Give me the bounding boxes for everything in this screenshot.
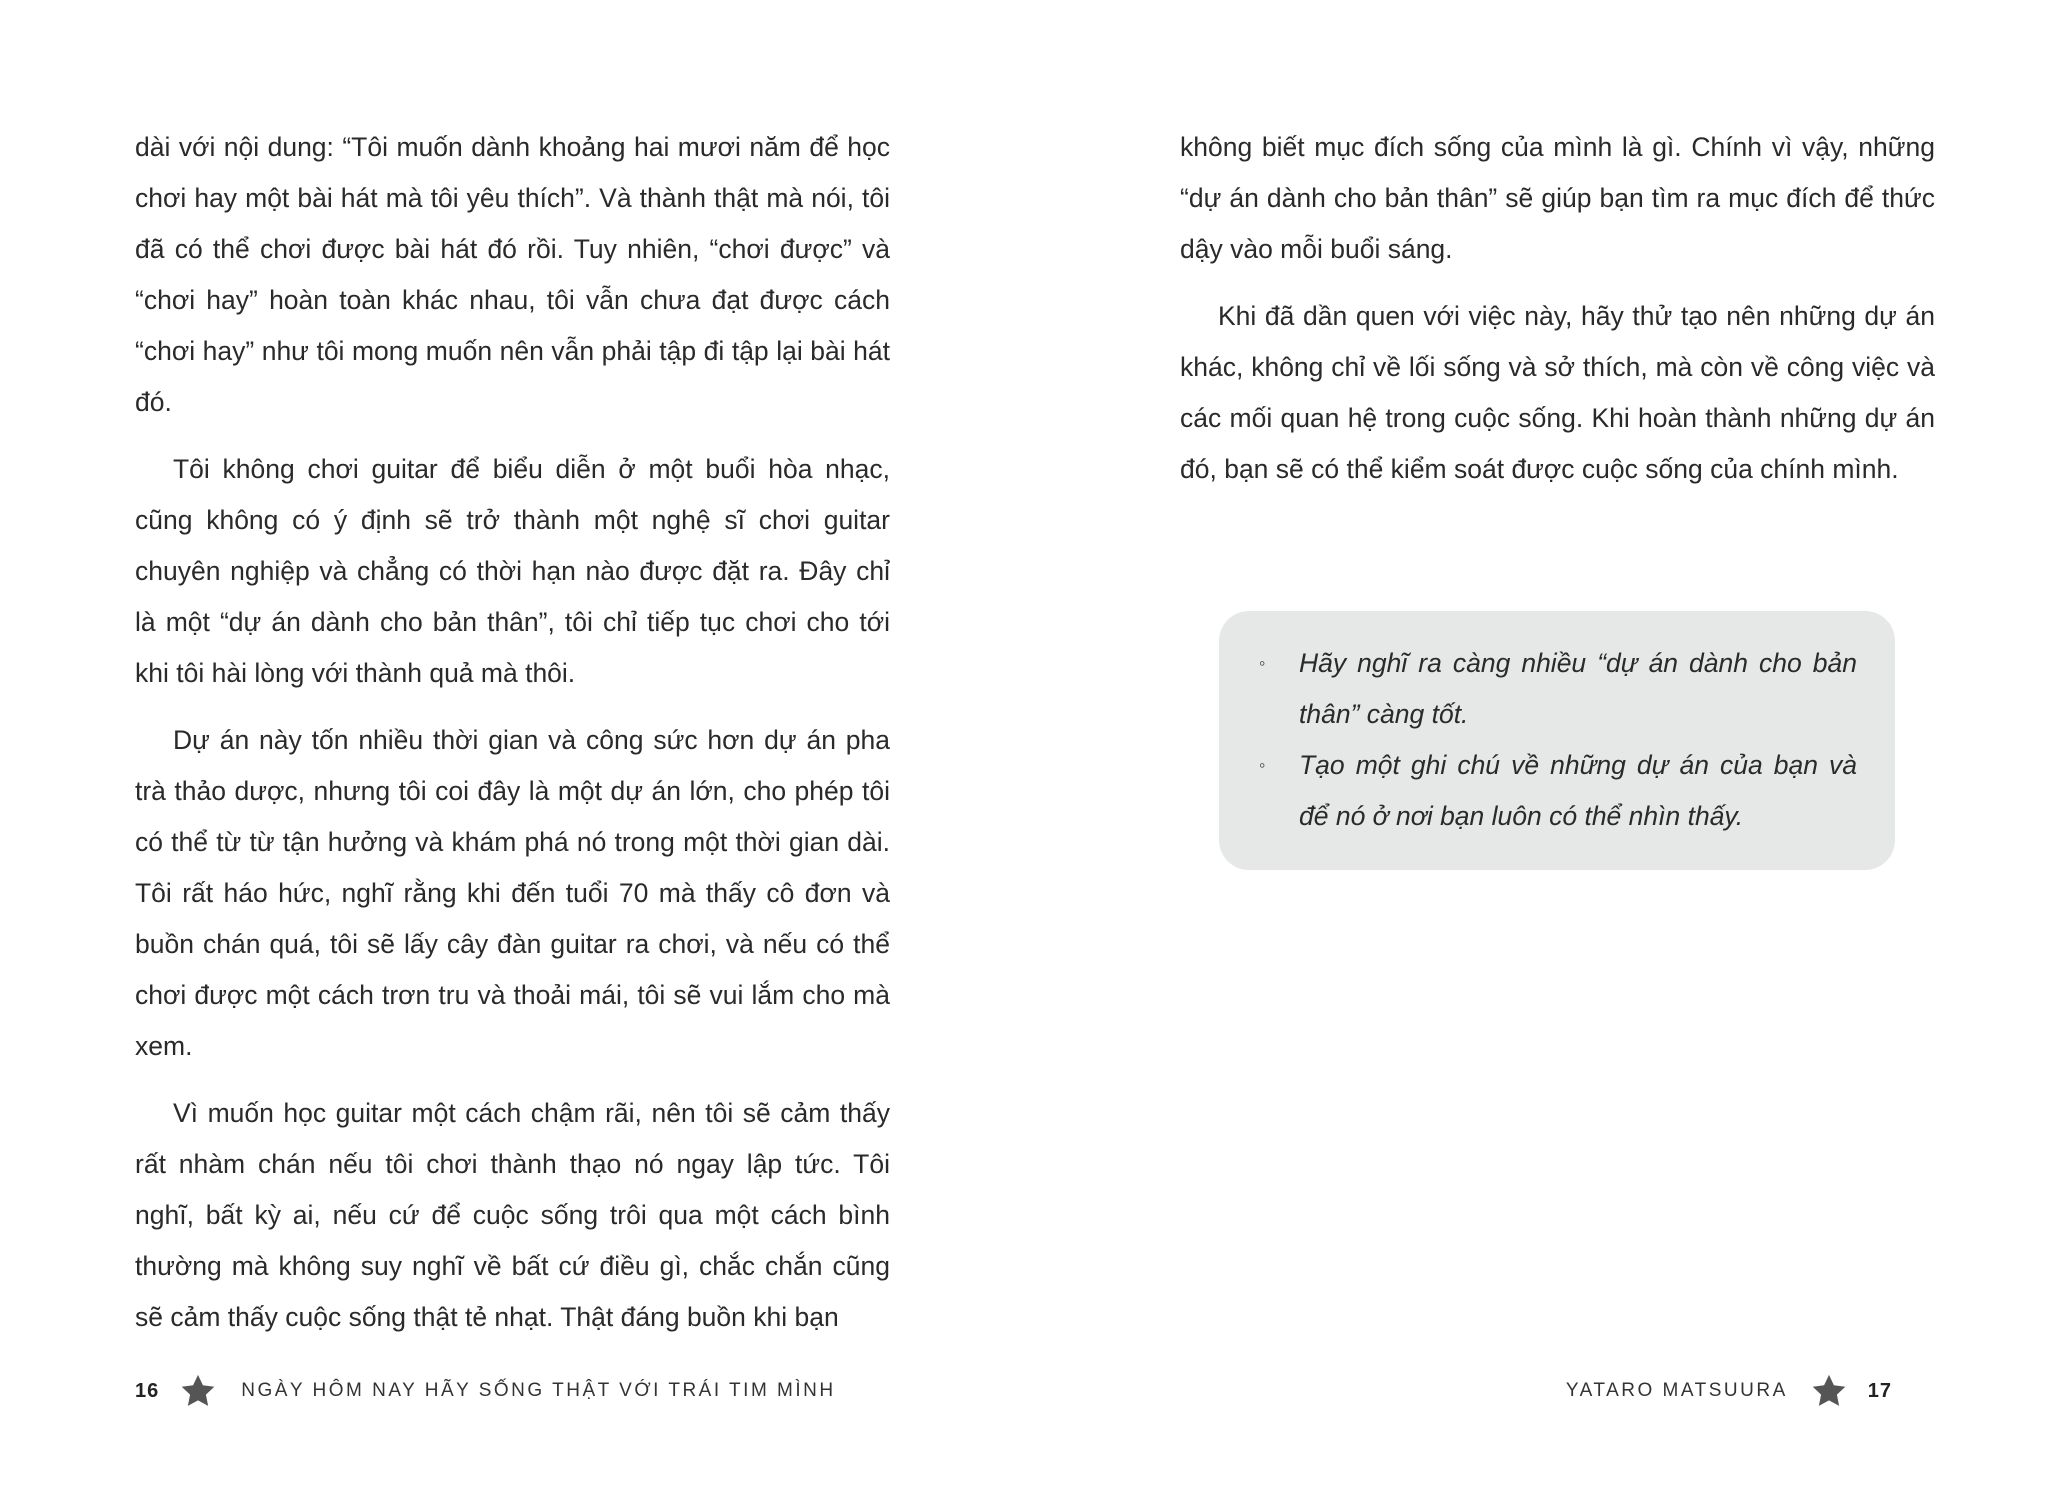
paragraph: Tôi không chơi guitar để biểu diễn ở một buổi hòa nhạc, cũng không có ý định sẽ trở thành một nghệ sĩ chơi guitar chuyên nghiệp và chẳng có thời hạn nào được đặt ra. Đây chỉ là một “dự án dành cho bản thân”, tôi chỉ tiếp tục chơi cho tới khi tôi hài lòng với thành quả mà thôi. — [135, 454, 890, 688]
bullet-icon: ◦ — [1259, 755, 1266, 775]
right-footer — [1566, 1371, 1892, 1411]
star-icon — [179, 1372, 217, 1410]
note-text: Hãy nghĩ ra càng nhiều “dự án dành cho bản thân” càng tốt. — [1299, 648, 1857, 729]
right-page — [1024, 0, 2048, 1497]
note-list — [1259, 638, 1857, 842]
paragraph: Dự án này tốn nhiều thời gian và công sức hơn dự án pha trà thảo dược, nhưng tôi coi đây là một dự án lớn, cho phép tôi có thể từ từ tận hưởng và khám phá nó trong một thời gian dài. Tôi rất háo hức, nghĩ rằng khi đến tuổi 70 mà thấy cô đơn và buồn chán quá, tôi sẽ lấy cây đàn guitar ra chơi, và nếu có thể chơi được một cách trơn tru và thoải mái, tôi sẽ vui lắm cho mà xem. — [135, 725, 890, 1061]
note-item — [1259, 740, 1857, 842]
left-page-body — [135, 122, 890, 1359]
page-number: 16 — [135, 1379, 160, 1402]
bullet-icon: ◦ — [1259, 653, 1266, 673]
page-number: 17 — [1867, 1379, 1892, 1402]
book-title: NGÀY HÔM NAY HÃY SỐNG THẬT VỚI TRÁI TIM MÌNH — [241, 1380, 836, 1401]
note-box — [1219, 611, 1895, 870]
note-item — [1259, 638, 1857, 740]
note-text: Tạo một ghi chú về những dự án của bạn và để nó ở nơi bạn luôn có thể nhìn thấy. — [1299, 750, 1857, 831]
paragraph: dài với nội dung: “Tôi muốn dành khoảng hai mươi năm để học chơi hay một bài hát mà tôi yêu thích”. Và thành thật mà nói, tôi đã có thể chơi được bài hát đó rồi. Tuy nhiên, “chơi được” và “chơi hay” hoàn toàn khác nhau, tôi vẫn chưa đạt được cách “chơi hay” như tôi mong muốn nên vẫn phải tập đi tập lại bài hát đó. — [135, 132, 890, 417]
paragraph: Vì muốn học guitar một cách chậm rãi, nên tôi sẽ cảm thấy rất nhàm chán nếu tôi chơi thành thạo nó ngay lập tức. Tôi nghĩ, bất kỳ ai, nếu cứ để cuộc sống trôi qua một cách bình thường mà không suy nghĩ về bất cứ điều gì, chắc chắn cũng sẽ cảm thấy cuộc sống thật tẻ nhạt. Thật đáng buồn khi bạn — [135, 1098, 890, 1332]
paragraph: không biết mục đích sống của mình là gì. Chính vì vậy, những “dự án dành cho bản thân” sẽ giúp bạn tìm ra mục đích để thức dậy vào mỗi buổi sáng. — [1180, 132, 1935, 264]
left-footer — [135, 1371, 836, 1411]
author-name: YATARO MATSUURA — [1565, 1380, 1788, 1401]
star-icon — [1810, 1372, 1848, 1410]
paragraph: Khi đã dần quen với việc này, hãy thử tạo nên những dự án khác, không chỉ về lối sống và sở thích, mà còn về công việc và các mối quan hệ trong cuộc sống. Khi hoàn thành những dự án đó, bạn sẽ có thể kiểm soát được cuộc sống của chính mình. — [1180, 301, 1935, 484]
right-page-body — [1180, 122, 1935, 511]
